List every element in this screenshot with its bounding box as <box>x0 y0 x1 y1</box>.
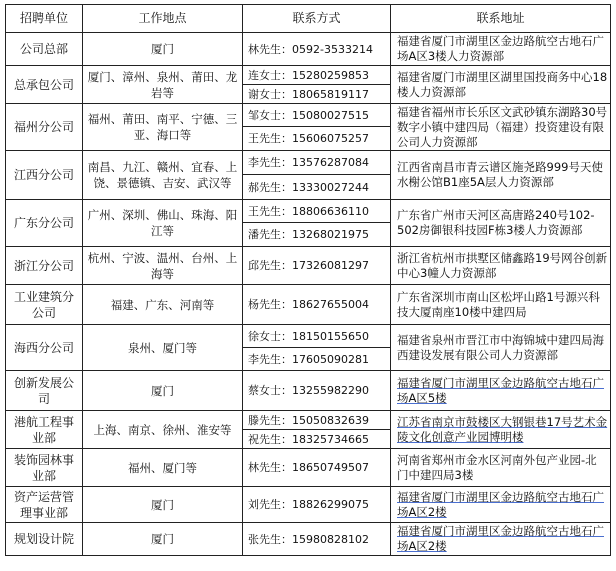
unit-cell: 总承包公司 <box>6 66 83 104</box>
contact-cell: 邹女士：15080027515 <box>243 104 391 127</box>
table-row <box>6 285 611 325</box>
contact-cell: 潘先生：13268021975 <box>243 223 391 247</box>
table-row <box>6 449 611 487</box>
header-contact: 联系方式 <box>243 5 391 33</box>
location-cell: 厦门 <box>83 33 243 66</box>
unit-cell: 江西分公司 <box>6 151 83 200</box>
unit-cell: 海西分公司 <box>6 325 83 371</box>
contact-cell: 徐女士：18150155650 <box>243 325 391 348</box>
location-cell: 厦门 <box>83 371 243 411</box>
location-cell: 厦门 <box>83 523 243 556</box>
contact-cell: 谢女士：18065819117 <box>243 85 391 104</box>
address-text: 江苏省南京市鼓楼区大钢银巷17号艺术金陵文化创意产业园博明楼 <box>397 414 608 444</box>
contact-cell: 王先生：18806636110 <box>243 200 391 223</box>
contact-cell: 邱先生：17326081297 <box>243 247 391 285</box>
table-row <box>6 371 611 411</box>
unit-cell: 创新发展公司 <box>6 371 83 411</box>
contact-cell: 王先生：15606075257 <box>243 127 391 151</box>
location-cell: 福州、厦门等 <box>83 449 243 487</box>
address-cell: 福建省福州市长乐区文武砂镇东湖路30号数字小镇中建四局（福建）投资建设有限公司人力资源部 <box>391 104 611 151</box>
location-cell: 泉州、厦门等 <box>83 325 243 371</box>
header-row <box>6 5 611 33</box>
location-cell: 上海、南京、徐州、淮安等 <box>83 411 243 449</box>
address-cell <box>391 523 611 556</box>
table-row <box>6 247 611 285</box>
address-cell: 浙江省杭州市拱墅区储鑫路19号网谷创新中心3幢人力资源部 <box>391 247 611 285</box>
address-cell: 福建省泉州市晋江市中海锦城中建四局海西建设发展有限公司人力资源部 <box>391 325 611 371</box>
location-cell: 厦门 <box>83 487 243 523</box>
contact-cell: 李先生：13576287084 <box>243 151 391 175</box>
address-cell <box>391 487 611 523</box>
address-cell: 福建省厦门市湖里区金边路航空古地石广场A区3楼人力资源部 <box>391 33 611 66</box>
location-cell: 杭州、宁波、温州、台州、上海等 <box>83 247 243 285</box>
contact-cell: 杨先生：18627655004 <box>243 285 391 325</box>
table-row <box>6 151 611 175</box>
location-cell: 厦门、漳州、泉州、莆田、龙岩等 <box>83 66 243 104</box>
unit-cell: 港航工程事业部 <box>6 411 83 449</box>
unit-cell: 规划设计院 <box>6 523 83 556</box>
address-text: 福建省厦门市湖里区金边路航空古地石广场A区2楼 <box>397 524 604 553</box>
contact-cell: 连女士：15280259853 <box>243 66 391 85</box>
address-cell: 广东省深圳市南山区松坪山路1号源兴科技大厦南座10楼中建四局 <box>391 285 611 325</box>
address-cell <box>391 371 611 411</box>
contact-cell: 林先生：18650749507 <box>243 449 391 487</box>
unit-cell: 福州分公司 <box>6 104 83 151</box>
location-cell: 广州、深圳、佛山、珠海、阳江等 <box>83 200 243 247</box>
contact-cell: 祝先生：18325734665 <box>243 430 391 449</box>
unit-cell: 工业建筑分公司 <box>6 285 83 325</box>
unit-cell: 广东分公司 <box>6 200 83 247</box>
table-row <box>6 104 611 127</box>
table-row <box>6 33 611 66</box>
contact-cell: 蔡女士：13255982290 <box>243 371 391 411</box>
unit-cell: 资产运营管理事业部 <box>6 487 83 523</box>
address-cell <box>391 411 611 449</box>
location-cell: 福建、广东、河南等 <box>83 285 243 325</box>
address-text: 福建省厦门市湖里区金边路航空古地石广场A区5楼 <box>397 375 604 405</box>
contact-cell: 滕先生：15050832639 <box>243 411 391 430</box>
contact-cell: 刘先生：18826299075 <box>243 487 391 523</box>
header-address: 联系地址 <box>391 5 611 33</box>
recruitment-contact-table <box>5 4 611 556</box>
header-location: 工作地点 <box>83 5 243 33</box>
header-unit: 招聘单位 <box>6 5 83 33</box>
table-row <box>6 200 611 223</box>
unit-cell: 浙江分公司 <box>6 247 83 285</box>
address-cell: 河南省郑州市金水区河南外包产业园-北门中建四局3楼 <box>391 449 611 487</box>
table-row <box>6 66 611 85</box>
location-cell: 南昌、九江、赣州、宜春、上饶、景德镇、吉安、武汉等 <box>83 151 243 200</box>
unit-cell: 装饰园林事业部 <box>6 449 83 487</box>
contact-cell: 张先生：15980828102 <box>243 523 391 556</box>
address-cell: 江西省南昌市青云谱区施尧路999号天使水榭公馆B1座5A层人力资源部 <box>391 151 611 200</box>
table-row <box>6 411 611 430</box>
contact-cell: 郝先生：13330027244 <box>243 175 391 200</box>
table-row <box>6 487 611 523</box>
table-row <box>6 325 611 348</box>
table-row <box>6 523 611 556</box>
unit-cell: 公司总部 <box>6 33 83 66</box>
address-text: 福建省厦门市湖里区金边路航空古地石广场A区2楼 <box>397 489 604 519</box>
contact-cell: 李先生：17605090281 <box>243 348 391 371</box>
contact-cell: 林先生：0592-3533214 <box>243 33 391 66</box>
address-cell: 福建省厦门市湖里区湖里国投商务中心18楼人力资源部 <box>391 66 611 104</box>
location-cell: 福州、莆田、南平、宁德、三亚、海口等 <box>83 104 243 151</box>
address-cell: 广东省广州市天河区高唐路240号102-502房御银科技园F栋3楼人力资源部 <box>391 200 611 247</box>
